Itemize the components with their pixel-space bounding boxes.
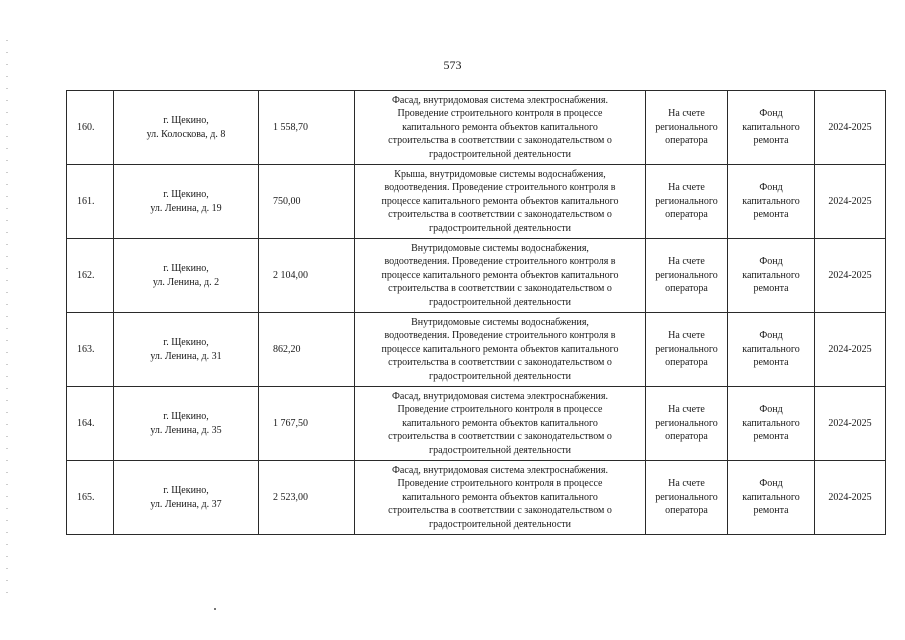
cost-cell: 862,20 — [259, 313, 355, 387]
funds-account-cell-line: оператора — [665, 431, 708, 443]
work-description-cell — [355, 387, 646, 461]
work-description-cell-line: капитального ремонта объектов капитального — [402, 417, 598, 429]
work-description-cell-line: Внутридомовые системы водоснабжения, — [411, 242, 589, 254]
cost-cell: 1 558,70 — [259, 91, 355, 165]
owner-cell-line: капитального — [742, 417, 800, 429]
table-row — [67, 461, 886, 535]
work-description-cell-line: градостроительной деятельности — [429, 148, 571, 160]
address-cell — [114, 165, 259, 239]
owner-cell-line: Фонд — [759, 478, 783, 490]
row-number-cell: 163. — [67, 313, 114, 387]
owner-cell-line: ремонта — [753, 505, 789, 517]
funds-account-cell — [646, 313, 728, 387]
owner-cell-line: ремонта — [753, 357, 789, 369]
table-row — [67, 91, 886, 165]
table-row — [67, 239, 886, 313]
funds-account-cell-line: На счете — [668, 256, 705, 268]
work-description-cell-line: водоотведения. Проведение строительного контроля в — [384, 256, 616, 268]
owner-cell-line: капитального — [742, 121, 800, 133]
work-description-cell-line: строительства в соответствии с законодательством о — [388, 209, 612, 221]
table-row — [67, 165, 886, 239]
funds-account-cell-line: На счете — [668, 478, 705, 490]
owner-cell-line: ремонта — [753, 209, 789, 221]
work-description-cell-line: водоотведения. Проведение строительного контроля в — [384, 182, 616, 194]
row-number-cell: 164. — [67, 387, 114, 461]
row-number-cell: 162. — [67, 239, 114, 313]
work-description-cell-line: градостроительной деятельности — [429, 518, 571, 530]
owner-cell — [728, 239, 815, 313]
funds-account-cell-line: регионального — [655, 417, 718, 429]
work-description-cell — [355, 239, 646, 313]
works-registry-table — [66, 90, 886, 535]
owner-cell-line: ремонта — [753, 431, 789, 443]
address-cell-line: ул. Ленина, д. 35 — [150, 424, 222, 436]
period-cell: 2024-2025 — [815, 165, 886, 239]
row-number-cell: 160. — [67, 91, 114, 165]
work-description-cell-line: строительства в соответствии с законодательством о — [388, 283, 612, 295]
funds-account-cell-line: регионального — [655, 269, 718, 281]
address-cell — [114, 387, 259, 461]
owner-cell-line: Фонд — [759, 256, 783, 268]
address-cell-line: ул. Ленина, д. 19 — [150, 202, 222, 214]
funds-account-cell-line: оператора — [665, 209, 708, 221]
work-description-cell-line: капитального ремонта объектов капитального — [402, 121, 598, 133]
scan-margin-marks — [6, 40, 8, 600]
funds-account-cell — [646, 165, 728, 239]
funds-account-cell — [646, 461, 728, 535]
funds-account-cell-line: регионального — [655, 121, 718, 133]
owner-cell-line: ремонта — [753, 283, 789, 295]
address-cell-line: г. Щекино, — [163, 115, 209, 126]
work-description-cell — [355, 313, 646, 387]
owner-cell-line: Фонд — [759, 182, 783, 194]
owner-cell-line: капитального — [742, 343, 800, 355]
cost-cell: 750,00 — [259, 165, 355, 239]
work-description-cell-line: Проведение строительного контроля в процессе — [397, 108, 603, 120]
owner-cell — [728, 461, 815, 535]
address-cell-line: г. Щекино, — [163, 337, 209, 348]
funds-account-cell-line: На счете — [668, 404, 705, 416]
owner-cell — [728, 91, 815, 165]
work-description-cell — [355, 91, 646, 165]
scan-speck — [214, 608, 216, 610]
cost-cell: 2 523,00 — [259, 461, 355, 535]
work-description-cell-line: строительства в соответствии с законодательством о — [388, 357, 612, 369]
cost-cell: 2 104,00 — [259, 239, 355, 313]
row-number-cell: 165. — [67, 461, 114, 535]
owner-cell — [728, 165, 815, 239]
work-description-cell-line: процессе капитального ремонта объектов капитального — [381, 269, 619, 281]
table-row — [67, 313, 886, 387]
work-description-cell-line: строительства в соответствии с законодательством о — [388, 505, 612, 517]
owner-cell — [728, 313, 815, 387]
row-number-cell: 161. — [67, 165, 114, 239]
address-cell — [114, 91, 259, 165]
funds-account-cell-line: На счете — [668, 330, 705, 342]
work-description-cell-line: Внутридомовые системы водоснабжения, — [411, 316, 589, 328]
work-description-cell-line: водоотведения. Проведение строительного контроля в — [384, 330, 616, 342]
address-cell-line: г. Щекино, — [163, 189, 209, 200]
address-cell-line: ул. Ленина, д. 31 — [150, 350, 222, 362]
address-cell-line: г. Щекино, — [163, 411, 209, 422]
work-description-cell-line: Крыша, внутридомовые системы водоснабжения, — [394, 168, 606, 180]
cost-cell: 1 767,50 — [259, 387, 355, 461]
work-description-cell-line: градостроительной деятельности — [429, 296, 571, 308]
funds-account-cell-line: регионального — [655, 491, 718, 503]
owner-cell — [728, 387, 815, 461]
work-description-cell-line: Проведение строительного контроля в процессе — [397, 478, 603, 490]
work-description-cell — [355, 461, 646, 535]
owner-cell-line: Фонд — [759, 108, 783, 120]
work-description-cell-line: градостроительной деятельности — [429, 222, 571, 234]
owner-cell-line: капитального — [742, 269, 800, 281]
funds-account-cell — [646, 387, 728, 461]
funds-account-cell-line: оператора — [665, 357, 708, 369]
work-description-cell-line: капитального ремонта объектов капитального — [402, 491, 598, 503]
address-cell-line: ул. Колоскова, д. 8 — [146, 128, 226, 140]
funds-account-cell-line: регионального — [655, 343, 718, 355]
work-description-cell-line: Фасад, внутридомовая система электроснабжения. — [391, 464, 609, 476]
period-cell: 2024-2025 — [815, 461, 886, 535]
address-cell-line: ул. Ленина, д. 2 — [152, 276, 220, 288]
funds-account-cell-line: оператора — [665, 505, 708, 517]
funds-account-cell-line: На счете — [668, 182, 705, 194]
address-cell-line: ул. Ленина, д. 37 — [150, 498, 222, 510]
work-description-cell-line: градостроительной деятельности — [429, 370, 571, 382]
work-description-cell-line: строительства в соответствии с законодательством о — [388, 431, 612, 443]
funds-account-cell-line: На счете — [668, 108, 705, 120]
address-cell-line: г. Щекино, — [163, 485, 209, 496]
work-description-cell-line: Фасад, внутридомовая система электроснабжения. — [391, 94, 609, 106]
owner-cell-line: Фонд — [759, 330, 783, 342]
work-description-cell — [355, 165, 646, 239]
work-description-cell-line: Фасад, внутридомовая система электроснабжения. — [391, 390, 609, 402]
funds-account-cell-line: оператора — [665, 135, 708, 147]
owner-cell-line: ремонта — [753, 135, 789, 147]
owner-cell-line: Фонд — [759, 404, 783, 416]
address-cell — [114, 461, 259, 535]
address-cell — [114, 313, 259, 387]
funds-account-cell — [646, 239, 728, 313]
registry-table-body — [67, 91, 886, 535]
funds-account-cell-line: оператора — [665, 283, 708, 295]
address-cell-line: г. Щекино, — [163, 263, 209, 274]
work-description-cell-line: Проведение строительного контроля в процессе — [397, 404, 603, 416]
table-row — [67, 387, 886, 461]
address-cell — [114, 239, 259, 313]
work-description-cell-line: градостроительной деятельности — [429, 444, 571, 456]
owner-cell-line: капитального — [742, 491, 800, 503]
period-cell: 2024-2025 — [815, 313, 886, 387]
work-description-cell-line: процессе капитального ремонта объектов капитального — [381, 343, 619, 355]
work-description-cell-line: строительства в соответствии с законодательством о — [388, 135, 612, 147]
period-cell: 2024-2025 — [815, 387, 886, 461]
page-number: 573 — [443, 58, 462, 72]
funds-account-cell — [646, 91, 728, 165]
owner-cell-line: капитального — [742, 195, 800, 207]
period-cell: 2024-2025 — [815, 239, 886, 313]
period-cell: 2024-2025 — [815, 91, 886, 165]
funds-account-cell-line: регионального — [655, 195, 718, 207]
work-description-cell-line: процессе капитального ремонта объектов капитального — [381, 195, 619, 207]
